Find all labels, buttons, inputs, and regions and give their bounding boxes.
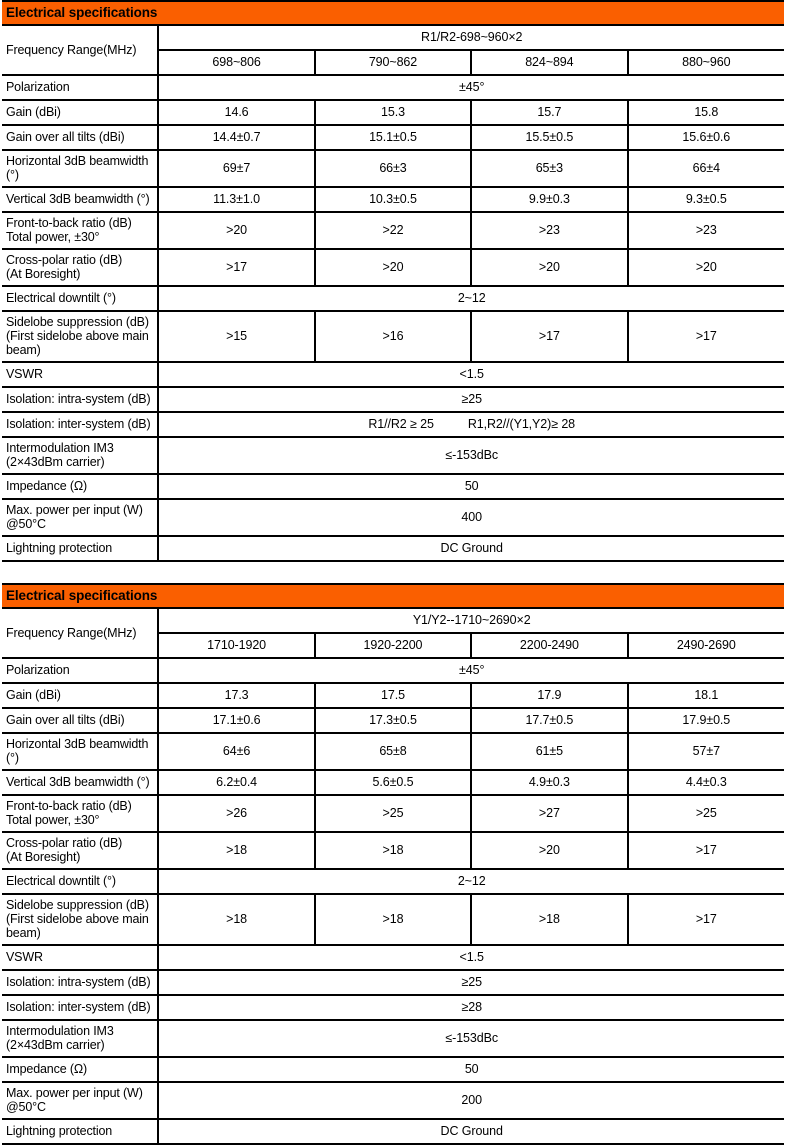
table-row xyxy=(2,474,784,499)
row-label xyxy=(2,499,158,536)
row-value-cell: >18 xyxy=(315,832,471,869)
row-value-cell: >20 xyxy=(315,249,471,286)
table-row xyxy=(2,1057,784,1082)
row-value-cell: 64±6 xyxy=(158,733,314,770)
row-value-cell: >18 xyxy=(158,894,314,945)
row-value-cell: >20 xyxy=(471,249,627,286)
row-value-cell: 15.6±0.6 xyxy=(628,125,784,150)
row-label xyxy=(2,536,158,561)
table-row xyxy=(2,125,784,150)
row-value-merged: ≥25 xyxy=(158,387,784,412)
row-value-cell: >17 xyxy=(628,311,784,362)
row-value-pair xyxy=(368,417,575,431)
row-label-line: Impedance (Ω) xyxy=(6,1062,88,1076)
section-title: Electrical specifications xyxy=(2,1,784,25)
row-value-cell: >20 xyxy=(628,249,784,286)
row-label-line: Vertical 3dB beamwidth (°) xyxy=(6,775,150,789)
frequency-band-row xyxy=(2,25,784,50)
row-value-cell: 65±3 xyxy=(471,150,627,187)
row-value-merged: ≤-153dBc xyxy=(158,1020,784,1057)
row-label xyxy=(2,995,158,1020)
row-label-line: Max. power per input (W) @50°C xyxy=(6,503,143,531)
section-title-row xyxy=(2,1,784,25)
row-value-merged: 2~12 xyxy=(158,286,784,311)
row-label-line-2: (First sidelobe above main beam) xyxy=(6,912,149,940)
table-row xyxy=(2,970,784,995)
table-row xyxy=(2,362,784,387)
table-row xyxy=(2,311,784,362)
table-row xyxy=(2,795,784,832)
row-value-cell: >23 xyxy=(471,212,627,249)
row-value-merged: <1.5 xyxy=(158,945,784,970)
row-label-line-2: Total power, ±30° xyxy=(6,813,100,827)
table-row xyxy=(2,683,784,708)
row-label-line: Gain over all tilts (dBi) xyxy=(6,130,125,144)
frequency-band-row xyxy=(2,608,784,633)
row-label xyxy=(2,100,158,125)
row-value-cell: >23 xyxy=(628,212,784,249)
table-row xyxy=(2,832,784,869)
row-label-line: VSWR xyxy=(6,950,43,964)
row-label-line: Max. power per input (W) @50°C xyxy=(6,1086,143,1114)
row-value-cell: 17.7±0.5 xyxy=(471,708,627,733)
row-value-cell: 66±3 xyxy=(315,150,471,187)
row-label-line-2: (2×43dBm carrier) xyxy=(6,1038,105,1052)
row-value-cell: 9.3±0.5 xyxy=(628,187,784,212)
row-value-cell: 69±7 xyxy=(158,150,314,187)
row-value-part-a: R1//R2 ≥ 25 xyxy=(368,417,434,431)
sub-band-cell: 1710-1920 xyxy=(158,633,314,658)
row-value-cell: 66±4 xyxy=(628,150,784,187)
row-label xyxy=(2,1119,158,1144)
row-label xyxy=(2,1020,158,1057)
row-value-cell: 5.6±0.5 xyxy=(315,770,471,795)
row-label xyxy=(2,795,158,832)
row-value-cell: 15.3 xyxy=(315,100,471,125)
sub-band-cell: 790~862 xyxy=(315,50,471,75)
row-value-cell: 15.7 xyxy=(471,100,627,125)
row-value-cell: >18 xyxy=(315,894,471,945)
row-label xyxy=(2,437,158,474)
table-row xyxy=(2,894,784,945)
row-value-cell: 10.3±0.5 xyxy=(315,187,471,212)
table-row xyxy=(2,187,784,212)
table-row xyxy=(2,945,784,970)
sub-band-cell: 1920-2200 xyxy=(315,633,471,658)
row-value-merged: DC Ground xyxy=(158,536,784,561)
table-row xyxy=(2,212,784,249)
table-row xyxy=(2,658,784,683)
table-row xyxy=(2,387,784,412)
row-label-line: Vertical 3dB beamwidth (°) xyxy=(6,192,150,206)
row-label xyxy=(2,708,158,733)
row-value-cell: 17.3±0.5 xyxy=(315,708,471,733)
row-value-cell: 15.5±0.5 xyxy=(471,125,627,150)
row-label xyxy=(2,832,158,869)
row-value-cell: >17 xyxy=(628,832,784,869)
table-row xyxy=(2,150,784,187)
row-label-line-2: (2×43dBm carrier) xyxy=(6,455,105,469)
row-value-merged: ≥28 xyxy=(158,995,784,1020)
row-value-cell: 61±5 xyxy=(471,733,627,770)
table-row xyxy=(2,75,784,100)
row-label xyxy=(2,311,158,362)
row-label-line: Gain (dBi) xyxy=(6,688,61,702)
row-label-line: Front-to-back ratio (dB) xyxy=(6,216,132,230)
row-value-cell: 17.9±0.5 xyxy=(628,708,784,733)
table-row xyxy=(2,249,784,286)
row-value-merged xyxy=(158,412,784,437)
row-value-merged: 2~12 xyxy=(158,869,784,894)
row-value-cell: >17 xyxy=(471,311,627,362)
band-header: Y1/Y2--1710~2690×2 xyxy=(158,608,784,633)
row-label-line-2: (At Boresight) xyxy=(6,850,81,864)
row-label xyxy=(2,1082,158,1119)
row-label xyxy=(2,733,158,770)
section-title: Electrical specifications xyxy=(2,584,784,608)
row-label-line: Gain (dBi) xyxy=(6,105,61,119)
sub-band-cell: 2200-2490 xyxy=(471,633,627,658)
row-value-merged: ±45° xyxy=(158,75,784,100)
table-row xyxy=(2,1020,784,1057)
row-value-merged: ±45° xyxy=(158,658,784,683)
row-label-line: Electrical downtilt (°) xyxy=(6,874,116,888)
row-value-merged: ≤-153dBc xyxy=(158,437,784,474)
row-value-cell: >25 xyxy=(628,795,784,832)
row-label xyxy=(2,249,158,286)
row-value-cell: >17 xyxy=(628,894,784,945)
table-row xyxy=(2,1119,784,1144)
row-value-cell: 17.3 xyxy=(158,683,314,708)
band-header: R1/R2-698~960×2 xyxy=(158,25,784,50)
row-label-line: Electrical downtilt (°) xyxy=(6,291,116,305)
row-value-cell: 14.4±0.7 xyxy=(158,125,314,150)
row-value-cell: >17 xyxy=(158,249,314,286)
row-value-cell: 4.9±0.3 xyxy=(471,770,627,795)
row-value-merged: 200 xyxy=(158,1082,784,1119)
row-value-merged: <1.5 xyxy=(158,362,784,387)
row-label xyxy=(2,474,158,499)
row-label-line: Cross-polar ratio (dB) xyxy=(6,253,123,267)
sub-band-cell: 824~894 xyxy=(471,50,627,75)
row-label-line-2: (At Boresight) xyxy=(6,267,81,281)
row-label-line: Impedance (Ω) xyxy=(6,479,88,493)
row-value-merged: DC Ground xyxy=(158,1119,784,1144)
row-value-cell: >27 xyxy=(471,795,627,832)
table-row xyxy=(2,286,784,311)
table-row xyxy=(2,869,784,894)
row-label xyxy=(2,412,158,437)
row-label-line-2: Total power, ±30° xyxy=(6,230,100,244)
row-label xyxy=(2,212,158,249)
row-value-cell: >22 xyxy=(315,212,471,249)
sub-band-cell: 2490-2690 xyxy=(628,633,784,658)
table-row xyxy=(2,536,784,561)
row-label xyxy=(2,945,158,970)
row-value-cell: >18 xyxy=(471,894,627,945)
row-label-line: Sidelobe suppression (dB) xyxy=(6,898,149,912)
row-label-line-2: (First sidelobe above main beam) xyxy=(6,329,149,357)
table-row xyxy=(2,412,784,437)
row-label xyxy=(2,1057,158,1082)
row-value-cell: 17.5 xyxy=(315,683,471,708)
row-value-merged: ≥25 xyxy=(158,970,784,995)
row-label xyxy=(2,770,158,795)
table-row xyxy=(2,1082,784,1119)
spec-tables-container xyxy=(2,0,784,1145)
row-label xyxy=(2,970,158,995)
row-value-cell: 18.1 xyxy=(628,683,784,708)
row-label-line: Intermodulation IM3 xyxy=(6,441,114,455)
row-label-line: Isolation: intra-system (dB) xyxy=(6,975,151,989)
row-label-line: Sidelobe suppression (dB) xyxy=(6,315,149,329)
row-value-cell: 6.2±0.4 xyxy=(158,770,314,795)
table-row xyxy=(2,708,784,733)
row-value-cell: 57±7 xyxy=(628,733,784,770)
row-value-cell: >16 xyxy=(315,311,471,362)
row-value-cell: >15 xyxy=(158,311,314,362)
row-value-cell: 15.1±0.5 xyxy=(315,125,471,150)
row-label xyxy=(2,869,158,894)
row-label-line: Cross-polar ratio (dB) xyxy=(6,836,123,850)
row-label xyxy=(2,150,158,187)
row-label-line: Polarization xyxy=(6,80,70,94)
row-label-line: VSWR xyxy=(6,367,43,381)
table-row xyxy=(2,100,784,125)
row-label-line: Gain over all tilts (dBi) xyxy=(6,713,125,727)
row-value-part-b: R1,R2//(Y1,Y2)≥ 28 xyxy=(467,417,576,431)
row-label-line: Isolation: inter-system (dB) xyxy=(6,1000,151,1014)
table-row xyxy=(2,437,784,474)
table-row xyxy=(2,995,784,1020)
sub-band-cell: 880~960 xyxy=(628,50,784,75)
row-value-cell: 65±8 xyxy=(315,733,471,770)
sub-band-cell: 698~806 xyxy=(158,50,314,75)
row-label-line: Isolation: inter-system (dB) xyxy=(6,417,151,431)
row-label-line: Intermodulation IM3 xyxy=(6,1024,114,1038)
section-title-row xyxy=(2,584,784,608)
row-value-cell: >20 xyxy=(158,212,314,249)
row-label-line: Front-to-back ratio (dB) xyxy=(6,799,132,813)
row-label xyxy=(2,387,158,412)
table-row xyxy=(2,499,784,536)
row-label xyxy=(2,187,158,212)
frequency-range-label: Frequency Range(MHz) xyxy=(2,25,158,75)
row-value-cell: 4.4±0.3 xyxy=(628,770,784,795)
row-value-cell: 15.8 xyxy=(628,100,784,125)
row-value-cell: >20 xyxy=(471,832,627,869)
row-label-line: Lightning protection xyxy=(6,541,113,555)
row-label-line: Horizontal 3dB beamwidth (°) xyxy=(6,737,149,765)
electrical-specifications-table xyxy=(2,0,784,562)
row-value-merged: 50 xyxy=(158,474,784,499)
row-value-merged: 400 xyxy=(158,499,784,536)
row-value-cell: 17.1±0.6 xyxy=(158,708,314,733)
row-value-cell: >25 xyxy=(315,795,471,832)
row-value-merged: 50 xyxy=(158,1057,784,1082)
row-label xyxy=(2,286,158,311)
row-label xyxy=(2,683,158,708)
electrical-specifications-table xyxy=(2,583,784,1145)
row-label-line: Horizontal 3dB beamwidth (°) xyxy=(6,154,149,182)
row-value-cell: 14.6 xyxy=(158,100,314,125)
row-value-cell: >18 xyxy=(158,832,314,869)
row-value-cell: 11.3±1.0 xyxy=(158,187,314,212)
table-row xyxy=(2,733,784,770)
row-label xyxy=(2,362,158,387)
row-label-line: Lightning protection xyxy=(6,1124,113,1138)
row-value-cell: >26 xyxy=(158,795,314,832)
frequency-range-label: Frequency Range(MHz) xyxy=(2,608,158,658)
table-row xyxy=(2,770,784,795)
row-label-line: Polarization xyxy=(6,663,70,677)
row-label xyxy=(2,125,158,150)
row-label xyxy=(2,75,158,100)
row-value-cell: 9.9±0.3 xyxy=(471,187,627,212)
row-value-cell: 17.9 xyxy=(471,683,627,708)
row-label xyxy=(2,894,158,945)
row-label-line: Isolation: intra-system (dB) xyxy=(6,392,151,406)
row-label xyxy=(2,658,158,683)
